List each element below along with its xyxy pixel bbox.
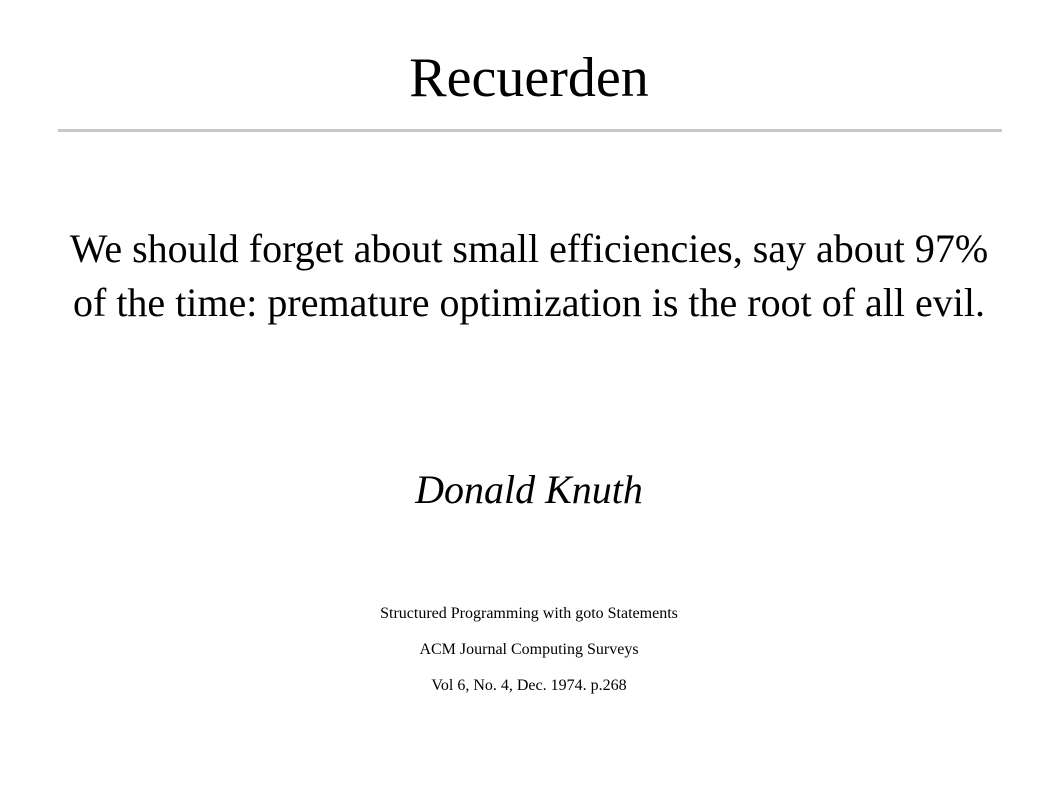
quote-author: Donald Knuth xyxy=(415,467,643,512)
citation-line: ACM Journal Computing Surveys xyxy=(419,641,639,658)
title-divider xyxy=(58,129,1002,132)
quote-text: We should forget about small efficiencies, say about 97% of the time: premature optimization is the root of all evil. xyxy=(69,226,989,325)
citation-line: Vol 6, No. 4, Dec. 1974. p.268 xyxy=(431,677,627,694)
citation-line: Structured Programming with goto Statements xyxy=(380,605,678,622)
slide-title: Recuerden xyxy=(409,47,649,109)
citation-block xyxy=(0,604,1058,712)
